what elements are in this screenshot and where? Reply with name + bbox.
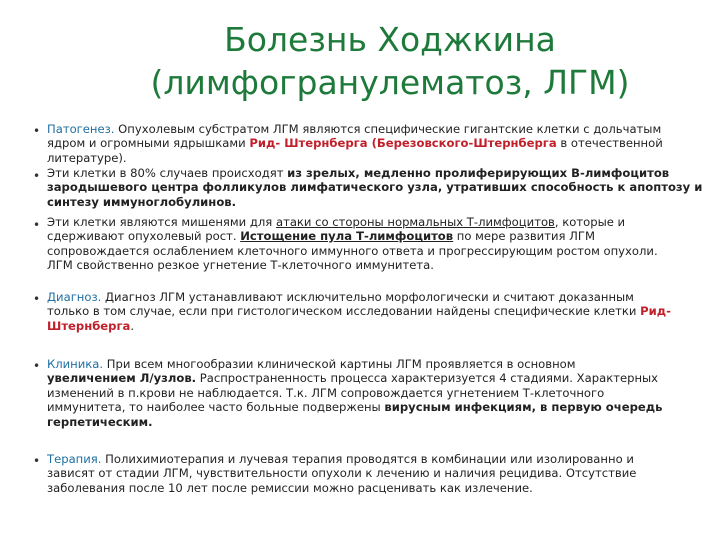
text-run-bold: вирусным инфекциям, в первую очередь: [384, 400, 663, 415]
text-run: Диагноз ЛГМ устанавливают исключительно морфологически и считают доказанным: [101, 290, 634, 304]
text-run: Эти клетки в 80% случаев происходят: [47, 166, 288, 180]
clinic-label: Клиника.: [47, 357, 104, 371]
bullet-marker: •: [33, 359, 41, 373]
reed-sternberg-term: Рид- Штернберга (Березовского-Штернберга: [249, 136, 557, 151]
clinic-paragraph: [47, 357, 715, 429]
text-run-bold: из зрелых, медленно пролиферирующих В-лимфоцитов: [287, 166, 670, 180]
text-run-bold: синтезу иммуноглобулинов.: [47, 194, 237, 209]
text-run: сдерживают опухолевый рост.: [47, 229, 241, 244]
text-run: ЛГМ свойственно резкое угнетение Т-клеточного иммунитета.: [47, 258, 434, 273]
text-run: сопровождается ослаблением клеточного иммунного ответа и прогрессирующим ростом опухоли.: [47, 243, 658, 258]
t-lymphocyte-paragraph: [47, 215, 715, 273]
bullet-marker: •: [33, 169, 41, 183]
text-run: литературе).: [47, 150, 127, 165]
reed-sternberg-term: Штернберга: [47, 318, 131, 333]
bullet-marker: •: [33, 292, 41, 306]
therapy-paragraph: [47, 452, 715, 495]
text-run: в отечественной: [556, 136, 663, 151]
text-run: ядром и огромными ядрышками: [47, 136, 250, 151]
bullet-marker: •: [33, 124, 41, 138]
text-run: Эти клетки являются мишенями для: [47, 215, 276, 229]
text-run-bold-underlined: Истощение пула Т-лимфоцитов: [240, 229, 454, 244]
cell-origin-paragraph: [47, 166, 715, 209]
text-run-bold: зародышевого центра фолликулов лимфатического узла, утративших способность к апоптозу и: [47, 180, 703, 195]
pathogenesis-paragraph: [47, 122, 715, 165]
text-run: зависят от стадии ЛГМ, чувствительности опухоли к лечению и наличия рецидива. Отсутствие: [47, 466, 637, 481]
text-run: по мере развития ЛГМ: [453, 229, 595, 244]
text-run-bold: увеличением Л/узлов.: [47, 371, 197, 386]
text-run-underlined: атаки со стороны нормальных Т-лимфоцитов: [275, 215, 555, 229]
reed-sternberg-term: Рид-: [640, 304, 671, 319]
title-line-1: Болезнь Ходжкина: [224, 20, 556, 59]
bullet-marker: •: [33, 218, 41, 232]
therapy-label: Терапия.: [47, 452, 102, 466]
text-run: Полихимиотерапия и лучевая терапия проводятся в комбинации или изолированно и: [101, 452, 634, 466]
diagnosis-label: Диагноз.: [47, 290, 102, 304]
text-run: иммунитета, то наиболее часто больные подвержены: [47, 400, 385, 415]
text-run: только в том случае, если при гистологическом исследовании найдены специфические клетки: [47, 304, 641, 319]
bullet-marker: •: [33, 454, 41, 468]
text-run: изменений в п.крови не наблюдается. Т.к. ЛГМ сопровождается угнетением Т-клеточного: [47, 385, 605, 400]
text-run: Распространенность процесса характеризуется 4 стадиями. Характерных: [196, 371, 659, 386]
slide-title: [60, 18, 720, 104]
pathogenesis-label: Патогенез.: [47, 122, 115, 136]
diagnosis-paragraph: [47, 290, 715, 333]
text-run: , которые и: [554, 215, 626, 229]
text-run: При всем многообразии клинической картины ЛГМ проявляется в основном: [103, 357, 576, 371]
title-line-2: (лимфогранулематоз, ЛГМ): [150, 63, 630, 102]
text-run: .: [130, 318, 135, 333]
text-run-bold: герпетическим.: [47, 414, 153, 429]
text-run: заболевания после 10 лет после ремиссии можно расценивать как излечение.: [47, 480, 533, 495]
text-run: Опухолевым субстратом ЛГМ являются специфические гигантские клетки с дольчатым: [114, 122, 662, 136]
